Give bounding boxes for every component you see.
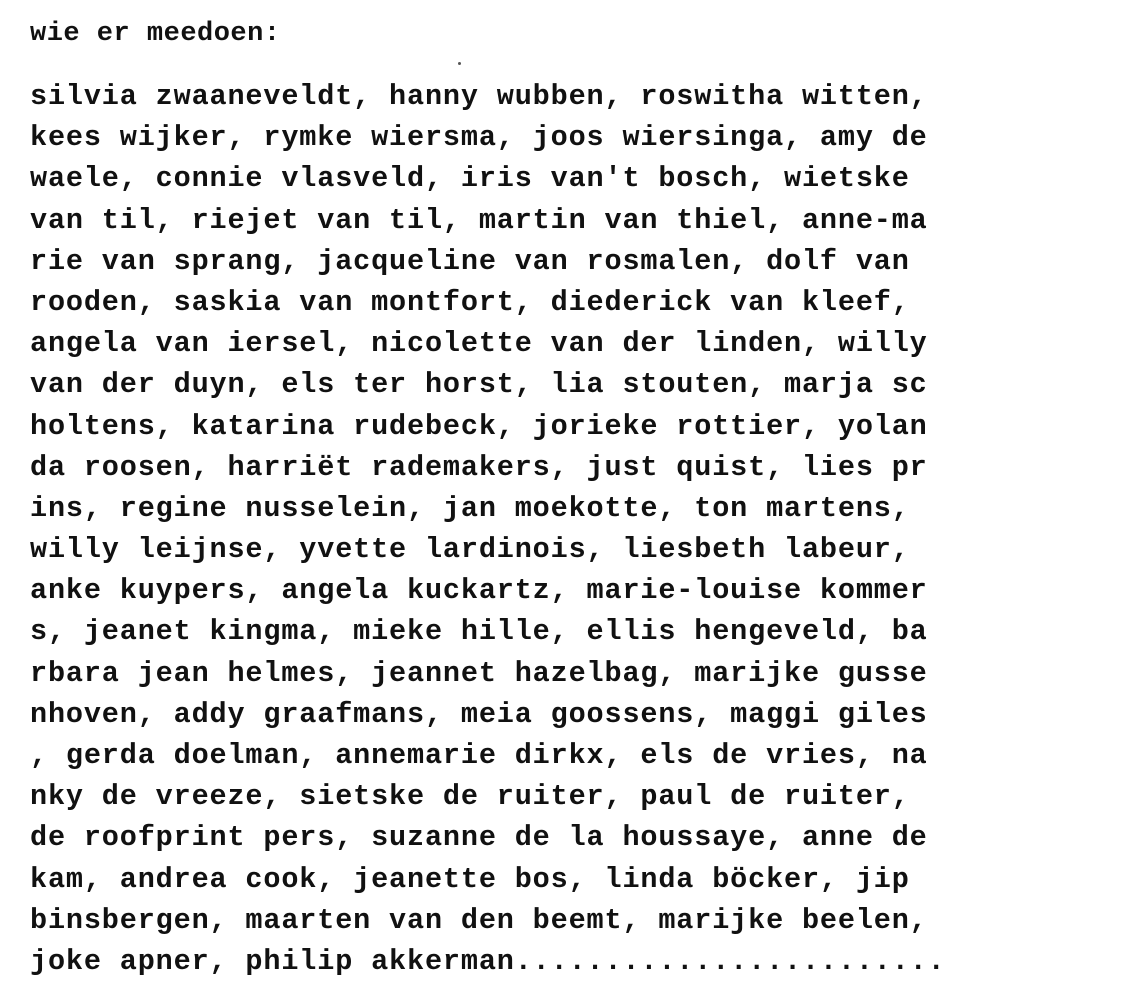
text-line: rbara jean helmes, jeannet hazelbag, marijke gusse bbox=[30, 656, 928, 690]
text-line: binsbergen, maarten van den beemt, marijke beelen, bbox=[30, 903, 928, 937]
text-line: anke kuypers, angela kuckartz, marie-louise kommer bbox=[30, 574, 928, 608]
text-line: silvia zwaaneveldt, hanny wubben, roswitha witten, bbox=[30, 80, 928, 113]
ink-speck bbox=[458, 62, 461, 65]
text-line: ins, regine nusselein, jan moekotte, ton martens, bbox=[30, 491, 910, 525]
text-line: joke apner, philip akkerman........................ bbox=[30, 944, 946, 978]
text-line: nhoven, addy graafmans, meia goossens, maggi giles bbox=[30, 697, 928, 731]
text-line: angela van iersel, nicolette van der linden, willy bbox=[30, 327, 928, 361]
text-line: rooden, saskia van montfort, diederick van kleef, bbox=[30, 285, 910, 319]
text-line: waele, connie vlasveld, iris van't bosch, wietske bbox=[30, 162, 910, 196]
text-line: de roofprint pers, suzanne de la houssaye, anne de bbox=[30, 821, 928, 855]
text-line: da roosen, harriët rademakers, just quist, lies pr bbox=[30, 450, 928, 484]
page-heading: wie er meedoen: bbox=[30, 19, 281, 49]
text-line: rie van sprang, jacqueline van rosmalen, dolf van bbox=[30, 244, 910, 278]
text-line: van til, riejet van til, martin van thiel, anne-ma bbox=[30, 203, 928, 237]
text-line: willy leijnse, yvette lardinois, liesbeth labeur, bbox=[30, 533, 910, 567]
text-line: s, jeanet kingma, mieke hille, ellis hengeveld, ba bbox=[30, 615, 928, 649]
participants-list bbox=[30, 76, 1110, 982]
text-line: , gerda doelman, annemarie dirkx, els de vries, na bbox=[30, 739, 928, 772]
text-line: van der duyn, els ter horst, lia stouten, marja sc bbox=[30, 368, 928, 402]
text-line: kees wijker, rymke wiersma, joos wiersinga, amy de bbox=[30, 121, 928, 155]
text-line: kam, andrea cook, jeanette bos, linda böcker, jip bbox=[30, 862, 910, 896]
text-line: holtens, katarina rudebeck, jorieke rottier, yolan bbox=[30, 409, 928, 443]
text-line: nky de vreeze, sietske de ruiter, paul de ruiter, bbox=[30, 780, 910, 814]
